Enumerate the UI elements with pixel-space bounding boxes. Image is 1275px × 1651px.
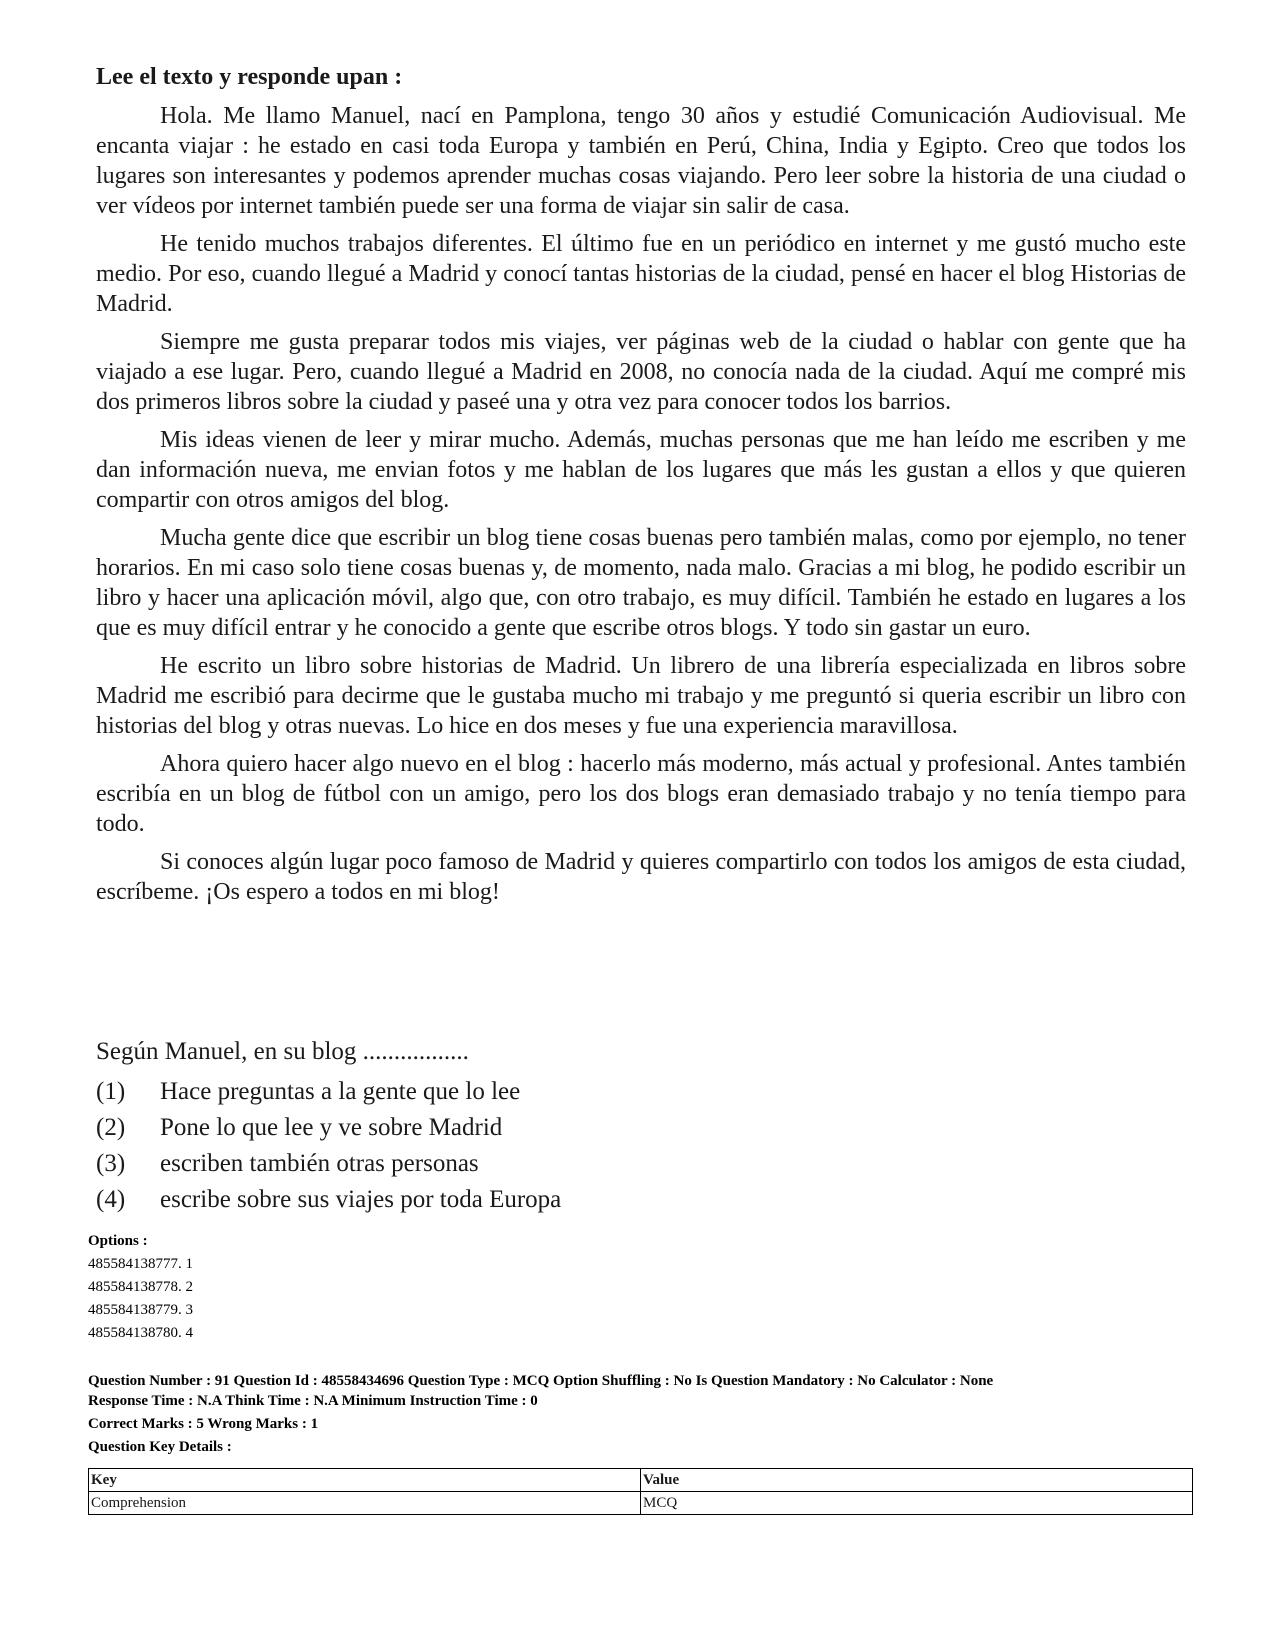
passage-paragraph: Mis ideas vienen de leer y mirar mucho. Además, muchas personas que me han leído me escriben y me dan información nueva, me envian fotos y me hablan de los lugares que más les gustan a ellos y que quieren compartir con otros amigos del blog. — [96, 427, 1186, 513]
reading-passage — [96, 101, 1186, 915]
question-info — [88, 1371, 1198, 1460]
option-id: 485584138779. 3 — [88, 1302, 193, 1318]
choice-number: (2) — [96, 1114, 126, 1141]
option-id: 485584138780. 4 — [88, 1325, 193, 1341]
answer-choice — [96, 1146, 996, 1182]
key-details-table — [88, 1468, 1193, 1515]
question-marks: Correct Marks : 5 Wrong Marks : 1 — [88, 1416, 319, 1432]
options-list — [88, 1230, 1198, 1345]
passage-paragraph: Mucha gente dice que escribir un blog tiene cosas buenas pero también malas, como por ejemplo, no tener horarios. En mi caso solo tiene cosas buenas y, de momento, nada malo. Gracias a mi blog, he podido escribir un libro y hacer una aplicación móvil, algo que, con otro trabajo, es muy difícil. También he estado en lugares a los que es muy difícil entrar y he conocido a gente que escribe otros blogs. Y todo sin gastar un euro. — [96, 525, 1186, 641]
choice-text: Pone lo que lee y ve sobre Madrid — [160, 1114, 503, 1141]
table-header-row — [89, 1469, 1193, 1492]
table-cell-key: Comprehension — [89, 1492, 641, 1515]
option-id: 485584138777. 1 — [88, 1256, 193, 1272]
answer-choice — [96, 1074, 996, 1110]
choice-text: escribe sobre sus viajes por toda Europa — [160, 1186, 562, 1213]
table-row — [89, 1492, 1193, 1515]
table-header-key: Key — [89, 1469, 641, 1492]
question-stem: Según Manuel, en su blog ................. — [96, 1038, 469, 1065]
question-meta-line: Question Number : 91 Question Id : 48558434696 Question Type : MCQ Option Shuffling : No Is Question Mandatory : No Calculator : None Response Time : N.A Think Time : N.A Minimum Instruction Time : 0 — [88, 1373, 994, 1409]
question-block — [96, 1038, 996, 1218]
passage-paragraph: Ahora quiero hacer algo nuevo en el blog : hacerlo más moderno, más actual y profesional. Antes también escribía en un blog de fútbol con un amigo, pero los dos blogs eran demasiado trabajo y no tenía tiempo para todo. — [96, 751, 1186, 837]
choice-number: (3) — [96, 1150, 126, 1177]
key-details-label: Question Key Details : — [88, 1439, 232, 1455]
table-cell-value: MCQ — [641, 1492, 1193, 1515]
answer-choice — [96, 1110, 996, 1146]
passage-paragraph: He tenido muchos trabajos diferentes. El último fue en un periódico en internet y me gustó mucho este medio. Por eso, cuando llegué a Madrid y conocí tantas historias de la ciudad, pensé en hacer el blog Historias de Madrid. — [96, 231, 1186, 317]
passage-paragraph: He escrito un libro sobre historias de Madrid. Un librero de una librería especializada en libros sobre Madrid me escribió para decirme que le gustaba mucho mi trabajo y me preguntó si queria escribir un libro con historias del blog y otras nuevas. Lo hice en dos meses y fue una experiencia maravillosa. — [96, 653, 1186, 739]
table-header-value: Value — [641, 1469, 1193, 1492]
choice-text: Hace preguntas a la gente que lo lee — [160, 1078, 521, 1105]
choice-text: escriben también otras personas — [160, 1150, 479, 1177]
passage-paragraph: Si conoces algún lugar poco famoso de Madrid y quieres compartirlo con todos los amigos de esta ciudad, escríbeme. ¡Os espero a todos en mi blog! — [96, 849, 1186, 905]
passage-instruction: Lee el texto y responde upan : — [96, 64, 403, 90]
choice-number: (4) — [96, 1186, 126, 1213]
choice-number: (1) — [96, 1078, 126, 1105]
options-label: Options : — [88, 1233, 148, 1249]
option-id: 485584138778. 2 — [88, 1279, 193, 1295]
passage-paragraph: Hola. Me llamo Manuel, nací en Pamplona, tengo 30 años y estudié Comunicación Audiovisual. Me encanta viajar : he estado en casi toda Europa y también en Perú, China, India y Egipto. Creo que todos los lugares son interesantes y podemos aprender muchas cosas viajando. Pero leer sobre la historia de una ciudad o ver vídeos por internet también puede ser una forma de viajar sin salir de casa. — [96, 103, 1186, 219]
answer-choice — [96, 1182, 996, 1218]
passage-paragraph: Siempre me gusta preparar todos mis viajes, ver páginas web de la ciudad o hablar con gente que ha viajado a ese lugar. Pero, cuando llegué a Madrid en 2008, no conocía nada de la ciudad. Aquí me compré mis dos primeros libros sobre la ciudad y paseé una y otra vez para conocer todos los barrios. — [96, 329, 1186, 415]
